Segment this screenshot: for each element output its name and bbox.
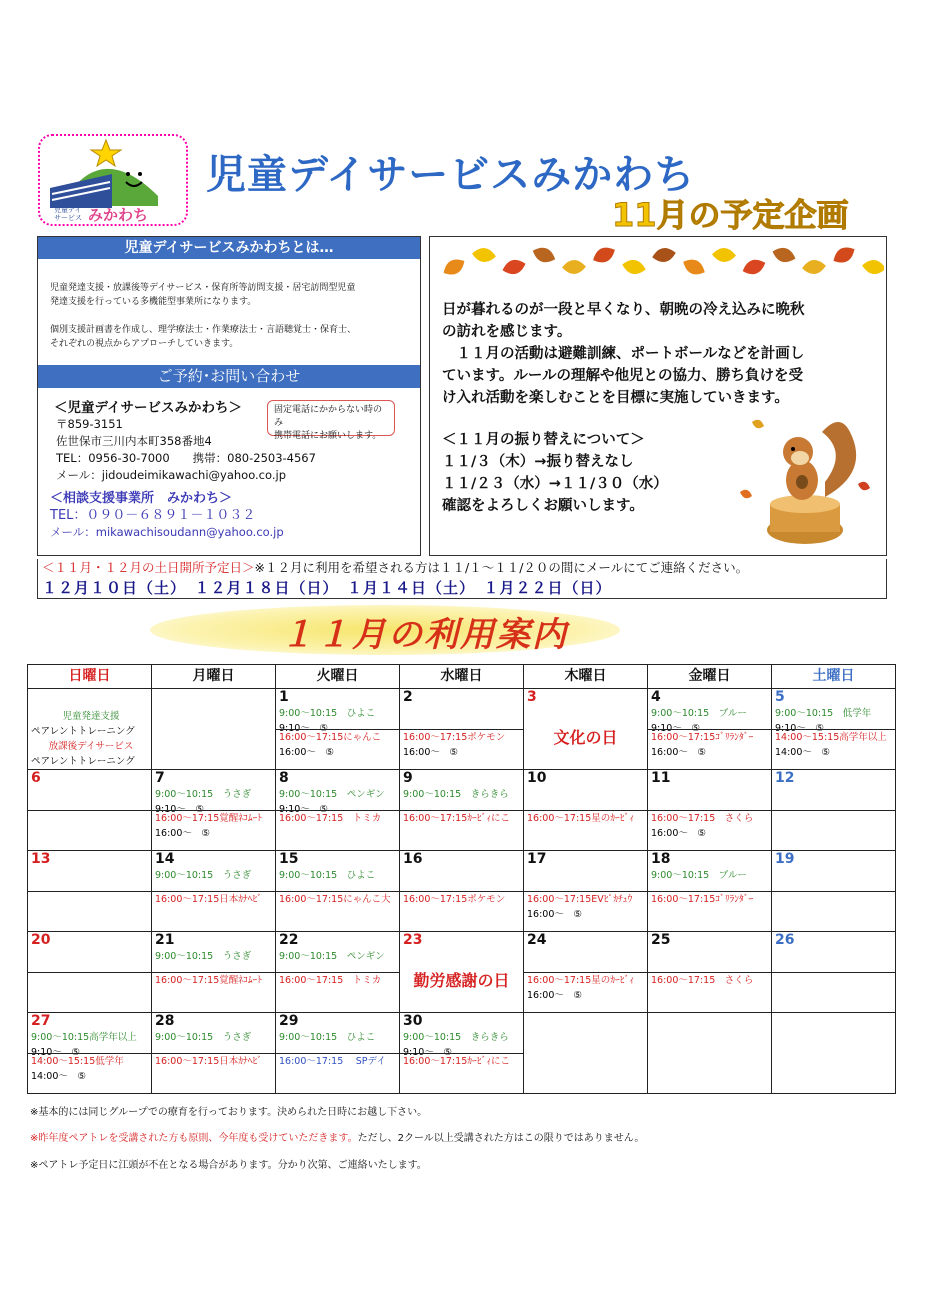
weekday-header: 水曜日 [400, 665, 524, 689]
calendar-week [28, 932, 896, 1013]
pm-parent-training: 16:00～ ⑤ [651, 747, 706, 758]
pm-slot [152, 972, 275, 988]
phone-note-line: 携帯電話にお願いします。 [274, 431, 382, 441]
calendar-day [152, 770, 276, 851]
footnote-emphasis: ※昨年度ペアトレを受講された方も原則、今年度も受けていただきます。 [30, 1133, 358, 1144]
leaf-icon [440, 255, 468, 279]
page-subtitle: 11月の予定企画 [612, 196, 849, 234]
furikae-line: １１/２３（水）→１１/３０（水） [442, 476, 668, 492]
pm-parent-training: 16:00～ ⑤ [279, 747, 334, 758]
weekday-header: 木曜日 [524, 665, 648, 689]
pm-slot [400, 1053, 523, 1069]
pm-parent-training: 16:00～ ⑤ [527, 990, 582, 1001]
calendar-day [152, 1013, 276, 1094]
calendar-day [648, 851, 772, 932]
calendar-day [276, 1013, 400, 1094]
pm-session: 16:00～17:15日本ｶﾅﾍﾋﾞ [152, 1053, 275, 1069]
pm-session: 16:00～17:15にゃんこ大 [276, 891, 399, 907]
monthly-message [442, 299, 882, 409]
leaf-icon [530, 244, 557, 266]
about-line: それぞれの視点からアプローチしていきます。 [50, 339, 239, 349]
message-line: け入れ活動を楽しむことを目標に実施していきます。 [442, 390, 789, 406]
pm-slot [276, 810, 399, 826]
day-number: 23 [403, 932, 423, 948]
pm-slot [400, 729, 523, 760]
furikae-line: １１/３（木）→振り替えなし [442, 454, 634, 470]
pm-session: 16:00～17:15覚醒ﾈｺﾑｰﾄ [152, 810, 275, 826]
calendar [27, 664, 896, 1094]
calendar-week [28, 689, 896, 770]
leaf-icon [434, 241, 884, 291]
leaf-icon [471, 247, 497, 264]
leaf-icon [830, 243, 858, 267]
pm-parent-training: 14:00～ ⑤ [31, 1071, 86, 1082]
calendar-day [524, 770, 648, 851]
pm-session: 16:00～17:15 さくら [648, 972, 771, 988]
pm-session: 16:00～17:15星のｶｰﾋﾞｨ [524, 810, 647, 826]
calendar-day [648, 689, 772, 770]
am-session: 9:00～10:15 ひよこ [279, 708, 376, 719]
star-icon [91, 140, 121, 166]
day-number: 24 [527, 932, 547, 948]
am-session: 9:00～10:15 ペンギン [279, 789, 385, 800]
pm-session: 16:00～17:15ｺﾞﾘﾗﾝﾀﾞｰ [648, 891, 771, 907]
pm-slot [28, 972, 151, 973]
am-session: 9:00～10:15 きらきら [403, 789, 509, 800]
calendar-week [28, 770, 896, 851]
calendar-day [648, 770, 772, 851]
calendar-day [276, 770, 400, 851]
day-number: 16 [403, 851, 423, 867]
calendar-day [772, 1013, 896, 1094]
weekday-header: 土曜日 [772, 665, 896, 689]
day-number: 1 [279, 689, 289, 705]
tel: TEL：0956-30-7000 携帯：080-2503-4567 [56, 451, 316, 465]
pm-slot [276, 729, 399, 760]
day-number: 7 [155, 770, 165, 786]
leaf-icon [590, 244, 618, 267]
pm-parent-training: 16:00～ ⑤ [651, 828, 706, 839]
day-number: 28 [155, 1013, 175, 1029]
calendar-day [772, 689, 896, 770]
weekday-header: 月曜日 [152, 665, 276, 689]
pm-session: 16:00～17:15 トミカ [276, 810, 399, 826]
pm-session: 16:00～17:15星のｶｰﾋﾞｨ [524, 972, 647, 988]
pm-slot [772, 891, 895, 892]
about-line: 児童発達支援・放課後等デイサービス・保育所等訪問支援・居宅訪問型児童 [50, 283, 356, 293]
pm-slot [648, 972, 771, 988]
about-line: 個別支援計画書を作成し、理学療法士・作業療法士・言語聴覚士・保育士、 [50, 325, 357, 335]
pm-parent-training: 16:00～ ⑤ [527, 909, 582, 920]
footnote: ※ペアトレ予定日に江頭が不在となる場合があります。分かり次第、ご連絡いたします。 [30, 1160, 427, 1171]
calendar-day [524, 1013, 648, 1094]
pm-slot [524, 891, 647, 922]
pm-slot [28, 1053, 151, 1084]
am-slot [28, 787, 151, 827]
am-session: 9:00～10:15 ひよこ [279, 1032, 376, 1043]
calendar-day [276, 932, 400, 1013]
calendar-title: １１月の利用案内 [280, 615, 568, 655]
am-session: 9:00～10:15 うさぎ [155, 870, 252, 881]
address: 佐世保市三川内本町358番地4 [56, 434, 212, 448]
pm-slot [772, 810, 895, 811]
calendar-day [648, 1013, 772, 1094]
am-slot [28, 949, 151, 989]
calendar-day [28, 770, 152, 851]
holiday-caption: 勤労感謝の日 [413, 971, 510, 990]
calendar-day [400, 851, 524, 932]
leaf-icon [712, 247, 737, 262]
logo-small-text: 児童デイ サービス [54, 206, 82, 222]
pm-slot [648, 810, 771, 841]
am-session: 9:00～10:15 ブルー [651, 708, 747, 719]
pm-slot [648, 729, 771, 760]
day-number: 6 [31, 770, 41, 786]
calendar-day [648, 932, 772, 1013]
furikae-line: ＜１１月の振り替えについて＞ [442, 432, 645, 448]
calendar-day [28, 689, 152, 770]
calendar-day [772, 770, 896, 851]
page-title: 児童デイサービスみかわち [206, 152, 696, 198]
legend-line: 児童発達支援 [62, 711, 120, 722]
day-number: 9 [403, 770, 413, 786]
pm-slot [400, 891, 523, 907]
day-number: 2 [403, 689, 413, 705]
am-session: 9:00～10:15 きらきら [403, 1032, 509, 1043]
am-session: 9:00～10:15 うさぎ [155, 951, 252, 962]
calendar-day [772, 851, 896, 932]
contact-header: ご予約･お問い合わせ [38, 365, 420, 388]
day-number: 3 [527, 689, 537, 705]
am-parent-training: 9:10～ ⑤ [31, 1047, 80, 1058]
phone-note-line: 固定電話にかからない時のみ [274, 405, 383, 428]
day-number: 29 [279, 1013, 299, 1029]
legend-line: ペアレントトレーニング [31, 726, 135, 737]
footnote: ※基本的には同じグループでの療育を行っております。決められた日時にお越し下さい。 [30, 1107, 428, 1118]
pm-slot [524, 972, 647, 1003]
message-line: の訪れを感じます。 [442, 324, 572, 340]
day-number: 10 [527, 770, 547, 786]
day-number: 8 [279, 770, 289, 786]
pm-session: 16:00～17:15 さくら [648, 810, 771, 826]
message-box [429, 236, 887, 556]
am-slot [28, 868, 151, 908]
leaf-icon [562, 260, 586, 275]
pm-slot [152, 891, 275, 907]
day-number: 30 [403, 1013, 423, 1029]
day-number: 4 [651, 689, 661, 705]
day-number: 19 [775, 851, 795, 867]
pm-session: 16:00～17:15にゃんこ [276, 729, 399, 745]
about-header: 児童デイサービスみかわちとは… [38, 237, 420, 259]
weekday-header: 金曜日 [648, 665, 772, 689]
calendar-day [152, 851, 276, 932]
calendar-day [400, 770, 524, 851]
am-parent-training: 9:10～ ⑤ [279, 804, 328, 815]
calendar-day [276, 689, 400, 770]
day-number: 18 [651, 851, 671, 867]
calendar-day [524, 851, 648, 932]
pm-slot [772, 729, 895, 760]
calendar-day [772, 932, 896, 1013]
about-line: 発達支援を行っている多機能型事業所になります。 [50, 297, 257, 307]
logo-main-text: みかわち [88, 206, 149, 224]
holiday-caption: 文化の日 [553, 728, 618, 747]
message-line: 日が暮れるのが一段と早くなり、朝晩の冷え込みに晩秋 [442, 302, 805, 318]
pm-parent-training: 16:00～ ⑤ [403, 747, 458, 758]
day-number: 22 [279, 932, 299, 948]
zip: 〒859-3151 [56, 417, 123, 431]
day-number: 21 [155, 932, 175, 948]
day-number: 13 [31, 851, 51, 867]
squirrel-icon [730, 412, 880, 552]
calendar-day [28, 851, 152, 932]
message-line: ています。ルールの理解や他児との協力、勝ち負けを受 [442, 368, 804, 384]
weekday-header: 火曜日 [276, 665, 400, 689]
pm-session: 16:00～17:15 SPデイ [276, 1053, 399, 1069]
am-session: 9:00～10:15高学年以上 [31, 1032, 137, 1043]
pm-slot [400, 810, 523, 826]
about-text [38, 323, 420, 351]
pm-session: 14:00～15:15低学年 [28, 1053, 151, 1069]
calendar-day [152, 932, 276, 1013]
am-parent-training: 9:10～ ⑤ [279, 723, 328, 734]
calendar-day [152, 689, 276, 770]
legend-line: ペアレントトレーニング [31, 756, 135, 767]
pm-session: 16:00～17:15日本ｶﾅﾍﾋﾞ [152, 891, 275, 907]
pm-session: 16:00～17:15 トミカ [276, 972, 399, 988]
day-number: 25 [651, 932, 671, 948]
am-parent-training: 9:10～ ⑤ [155, 804, 204, 815]
soudan-email: メール：mikawachisoudann@yahoo.co.jp [50, 525, 284, 539]
leaf-icon [501, 257, 528, 277]
calendar-day [400, 1013, 524, 1094]
legend-line: 放課後デイサービス [48, 741, 134, 752]
pm-session: 14:00～15:15高学年以上 [772, 729, 895, 745]
pm-session: 16:00～17:15ｺﾞﾘﾗﾝﾀﾞｰ [648, 729, 771, 745]
calendar-day [400, 932, 524, 1013]
calendar-day [524, 932, 648, 1013]
pm-slot [276, 1053, 399, 1069]
calendar-day [400, 689, 524, 770]
leaf-icon [651, 246, 677, 264]
weekend-label: ＜１１月・１２月の土日開所予定日＞ [42, 560, 255, 575]
am-slot [772, 868, 895, 908]
pm-session: 16:00～17:15ポケモン [400, 891, 523, 907]
day-number: 26 [775, 932, 795, 948]
calendar-week [28, 1013, 896, 1094]
footnote-text: ただし、2クール以上受講された方はこの限りではありません。 [357, 1133, 645, 1144]
pm-slot [276, 891, 399, 907]
day-number: 11 [651, 770, 671, 786]
email: メール：jidoudeimikawachi@yahoo.co.jp [56, 468, 286, 482]
pm-slot [772, 972, 895, 973]
pm-slot [648, 891, 771, 907]
furikae-line: 確認をよろしくお願いします。 [442, 498, 644, 514]
pm-session: 16:00～17:15ｶｰﾋﾞｨにこ [400, 810, 523, 826]
pm-slot [28, 891, 151, 892]
am-session: 9:00～10:15 うさぎ [155, 1032, 252, 1043]
message-line: １１月の活動は避難訓練、ポートボールなどを計画し [442, 346, 805, 362]
pm-parent-training: 16:00～ ⑤ [155, 828, 210, 839]
footnote [30, 1129, 644, 1144]
pm-session: 16:00～17:15ｶｰﾋﾞｨにこ [400, 1053, 523, 1069]
pm-session: 16:00～17:15覚醒ﾈｺﾑｰﾄ [152, 972, 275, 988]
am-session: 9:00～10:15 ペンギン [279, 951, 385, 962]
day-number: 15 [279, 851, 299, 867]
day-number: 20 [31, 932, 51, 948]
calendar-body [28, 689, 896, 1094]
day-number: 14 [155, 851, 175, 867]
leaf-icon [770, 245, 797, 265]
furikae-notice [442, 429, 668, 517]
leaf-icon [621, 258, 647, 277]
weekend-text: ※１２月に利用を希望される方は１１/１～１１/２０の間にメールにてご連絡ください。 [254, 560, 749, 575]
leaf-icon [680, 255, 708, 278]
calendar-week [28, 851, 896, 932]
weekend-notice [38, 559, 886, 577]
day-number: 27 [31, 1013, 51, 1029]
am-parent-training: 9:10～ ⑤ [775, 723, 824, 734]
am-slot [772, 787, 895, 827]
pm-session: 16:00～17:15ポケモン [400, 729, 523, 745]
phone-note [267, 400, 395, 441]
leaf-icon [861, 258, 884, 275]
weekday-header-row [28, 665, 896, 689]
am-session: 9:00～10:15 うさぎ [155, 789, 252, 800]
pm-session: 16:00～17:15EVﾋﾟｶﾁｭｳ [524, 891, 647, 907]
logo [38, 134, 188, 226]
pm-slot [276, 972, 399, 988]
pm-parent-training: 14:00～ ⑤ [775, 747, 830, 758]
leaf-icon [740, 256, 767, 277]
calendar-day [276, 851, 400, 932]
day-number: 12 [775, 770, 795, 786]
calendar-day [524, 689, 648, 770]
pm-slot [152, 1053, 275, 1069]
am-session: 9:00～10:15 低学年 [775, 708, 872, 719]
weekend-dates: １２月１０日（土） １２月１８日（日） １月１４日（土） １月２２日（日） [42, 579, 612, 597]
calendar-day [28, 1013, 152, 1094]
org-name: ＜児童デイサービスみかわち＞ [54, 400, 243, 416]
soudan-tel: TEL：０９０－６８９１－１０３２ [50, 508, 256, 523]
am-parent-training: 9:10～ ⑤ [403, 1047, 452, 1058]
pm-slot [524, 810, 647, 826]
pm-slot [152, 810, 275, 841]
about-text [38, 281, 420, 309]
am-parent-training: 9:10～ ⑤ [651, 723, 700, 734]
day-number: 17 [527, 851, 547, 867]
am-session: 9:00～10:15 ブルー [651, 870, 747, 881]
soudan-name: ＜相談支援事業所 みかわち＞ [50, 491, 233, 506]
weekend-open-days [37, 559, 887, 599]
calendar-day [28, 932, 152, 1013]
am-slot [772, 949, 895, 989]
about-contact-box [37, 236, 421, 556]
weekday-header: 日曜日 [28, 665, 152, 689]
day-number: 5 [775, 689, 785, 705]
pm-slot [28, 810, 151, 811]
am-session: 9:00～10:15 ひよこ [279, 870, 376, 881]
leaf-icon [801, 259, 826, 275]
